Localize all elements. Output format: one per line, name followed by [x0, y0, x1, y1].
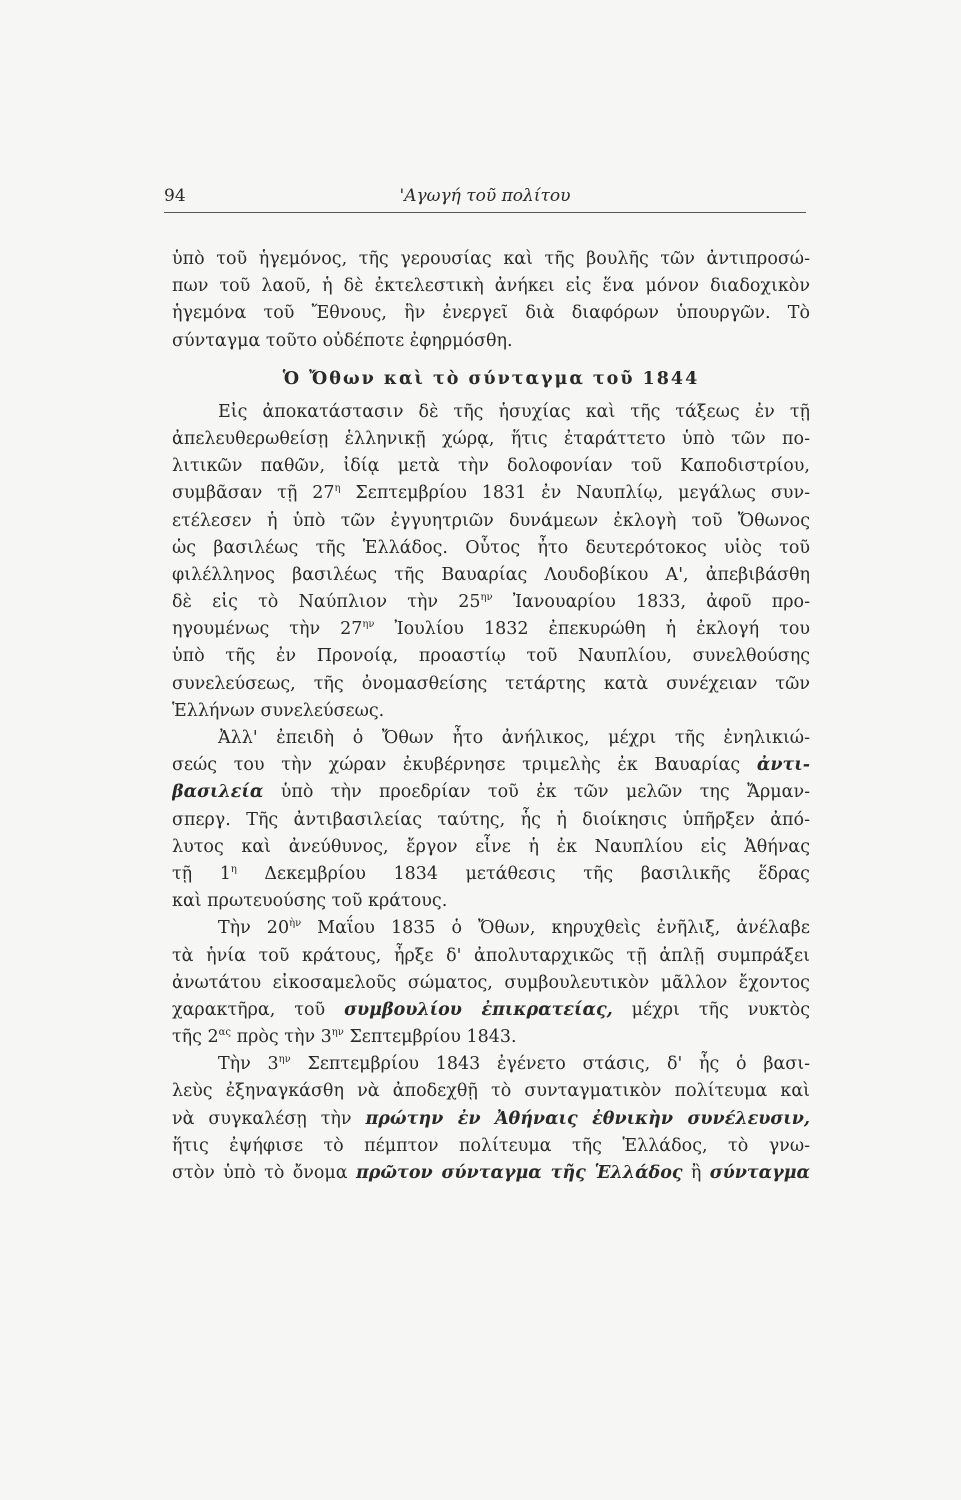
ordinal-superscript: ας	[218, 1027, 232, 1039]
text-run: λυτος καὶ ἀνεύθυνος, ἔργον εἶνε ἡ ἐκ Ναυπλίου εἰς Ἀθήνας	[172, 836, 810, 857]
text-run: λεὺς ἐξηναγκάσθη νὰ ἀποδεχθῇ τὸ συνταγματικὸν πολίτευμα καὶ	[172, 1081, 810, 1102]
text-run: συνελεύσεως, τῆς ὀνομασθείσης τετάρτης κατὰ συνέχειαν τῶν	[172, 673, 810, 694]
text-run: ἀπελευθερωθείσῃ ἑλληνικῇ χώρᾳ, ἥτις ἐταράττετο ὑπὸ τῶν πο-	[172, 428, 810, 449]
text-run: νὰ συγκαλέσῃ τὴν	[172, 1108, 366, 1129]
text-run: Τὴν 20	[218, 918, 290, 939]
text-line	[172, 535, 810, 562]
text-run: Ἀλλ' ἐπειδὴ ὁ Ὄθων ἦτο ἀνήλικος, μέχρι τῆς ἐνηλικιώ-	[218, 728, 810, 748]
ordinal-superscript: ην	[331, 1027, 344, 1039]
text-line	[172, 399, 810, 426]
text-run: ὑπὸ τὴν προεδρίαν τοῦ ἐκ τῶν μελῶν της Ἄρμαν-	[263, 782, 810, 803]
ordinal-superscript: ην	[362, 619, 375, 631]
text-run: τῇ 1	[172, 863, 231, 884]
text-run: ἥτις ἐψήφισε τὸ πέμπτον πολίτευμα τῆς Ἑλλάδος, τὸ γνω-	[172, 1135, 810, 1156]
text-line	[172, 861, 810, 888]
text-run: σύνταγμα τοῦτο οὐδέποτε ἐφηρμόσθη.	[172, 330, 513, 351]
ordinal-superscript: ὴν	[289, 918, 302, 930]
text-run: ὡς βασιλέως τῆς Ἑλλάδος. Οὗτος ἦτο δευτερότοκος υἱὸς τοῦ	[172, 537, 810, 558]
ordinal-superscript: η	[230, 864, 237, 876]
text-line	[172, 643, 810, 670]
text-run: Ἑλλήνων συνελεύσεως.	[172, 700, 385, 721]
text-run: τὰ ἡνία τοῦ κράτους, ἦρξε δ' ἀπολυταρχικῶς τῇ ἁπλῇ συμπράξει	[172, 945, 810, 966]
text-line	[172, 328, 810, 355]
section-heading: Ὁ Ὄθων καὶ τὸ σύνταγμα τοῦ 1844	[282, 368, 700, 389]
ordinal-superscript: ην	[278, 1054, 291, 1066]
text-run: σεώς του τὴν χώραν ἐκυβέρνησε τριμελὴς ἐκ Βαυαρίας	[172, 755, 757, 776]
text-line	[172, 246, 810, 273]
text-line	[172, 888, 810, 915]
emphasis-text: πρώτην ἐν Ἀθήναις ἐθνικὴν συνέλευσιν,	[365, 1108, 810, 1129]
emphasis-text: συμβουλίου ἐπικρατείας,	[344, 999, 613, 1020]
text-run: ὑπὸ τῆς ἐν Προνοίᾳ, προαστίῳ τοῦ Ναυπλίου, συνελθούσης	[172, 646, 810, 667]
text-line	[172, 589, 810, 616]
page-number: 94	[164, 186, 186, 206]
text-line	[172, 1078, 810, 1105]
text-run: στὸν ὑπὸ τὸ ὄνομα	[172, 1163, 356, 1183]
text-run: ἀνωτάτου εἰκοσαμελοῦς σώματος, συμβουλευτικὸν μᾶλλον ἔχοντος	[172, 972, 810, 993]
text-line	[172, 1106, 810, 1133]
text-run: πρὸς τὴν 3	[231, 1027, 332, 1048]
text-line	[172, 725, 810, 752]
text-line	[172, 426, 810, 453]
text-line	[172, 1051, 810, 1078]
text-line	[172, 834, 810, 861]
text-run: Ἰανουαρίου 1833, ἀφοῦ προ-	[492, 592, 810, 613]
text-line	[172, 508, 810, 535]
text-line	[172, 915, 810, 942]
text-line	[172, 562, 810, 589]
text-line	[172, 943, 810, 970]
text-run: Μαΐου 1835 ὁ Ὄθων, κηρυχθεὶς ἐνῆλιξ, ἀνέλαβε	[301, 918, 810, 939]
text-line	[172, 997, 810, 1024]
text-run: ηγουμένως τὴν 27	[172, 619, 363, 640]
text-run: χαρακτῆρα, τοῦ	[172, 999, 345, 1020]
text-line	[172, 300, 810, 327]
text-run: ἢ	[682, 1163, 710, 1183]
text-line	[172, 698, 810, 725]
text-line	[172, 671, 810, 698]
text-run: Σεπτεμβρίου 1843 ἐγένετο στάσις, δ' ἧς ὁ βασι-	[290, 1054, 810, 1075]
running-title: 'Αγωγή τοῦ πολίτου	[399, 186, 571, 206]
text-run: Δεκεμβρίου 1834 μετάθεσις τῆς βασιλικῆς ἕδρας	[236, 863, 810, 884]
text-run: ετέλεσεν ἡ ὑπὸ τῶν ἐγγυητριῶν δυνάμεων ἐκλογὴ τοῦ Ὄθωνος	[172, 510, 810, 531]
emphasis-text: ἀντι-	[756, 755, 810, 776]
text-run: σπεργ. Τῆς ἀντιβασιλείας ταύτης, ἧς ἡ διοίκησις ὑπῆρξεν ἀπό-	[172, 809, 810, 830]
text-line	[172, 1133, 810, 1160]
text-run: Σεπτεμβρίου 1831 ἐν Ναυπλίῳ, μεγάλως συν-	[340, 483, 810, 504]
text-line	[172, 970, 810, 997]
text-run: μέχρι τῆς νυκτὸς	[612, 999, 810, 1020]
text-run: λιτικῶν παθῶν, ἰδίᾳ μετὰ τὴν δολοφονίαν τοῦ Καποδιστρίου,	[172, 456, 810, 477]
text-run: ὑπὸ τοῦ ἡγεμόνος, τῆς γερουσίας καὶ τῆς βουλῆς τῶν ἀντιπροσώ-	[172, 249, 810, 269]
text-line	[172, 807, 810, 834]
text-line	[172, 480, 810, 507]
text-run: Εἰς ἀποκατάστασιν δὲ τῆς ἡσυχίας καὶ τῆς τάξεως ἐν τῇ	[218, 401, 810, 422]
text-run: τῆς 2	[172, 1027, 219, 1048]
text-line	[172, 616, 810, 643]
text-run: πων τοῦ λαοῦ, ἡ δὲ ἐκτελεστικὴ ἀνήκει εἰς ἕνα μόνον διαδοχικὸν	[172, 276, 810, 297]
ordinal-superscript: η	[334, 483, 341, 495]
page-header	[164, 186, 806, 213]
text-line	[172, 752, 810, 779]
text-line	[172, 779, 810, 806]
emphasis-text: πρῶτον σύνταγμα τῆς Ἑλλάδος	[355, 1163, 683, 1183]
page-body	[172, 246, 810, 1187]
text-run: ἡγεμόνα τοῦ Ἔθνους, ἣν ἐνεργεῖ διὰ διαφόρων ὑπουργῶν. Τὸ	[172, 303, 810, 324]
ordinal-superscript: ην	[480, 592, 493, 604]
text-line	[172, 1024, 810, 1051]
text-run: Ἰουλίου 1832 ἐπεκυρώθη ἡ ἐκλογή του	[374, 619, 810, 640]
emphasis-text: βασιλεία	[172, 782, 264, 803]
text-run: δὲ εἰς τὸ Ναύπλιον τὴν 25	[172, 592, 481, 613]
text-line	[172, 1160, 810, 1187]
text-line	[172, 273, 810, 300]
text-run: Σεπτεμβρίου 1843.	[343, 1027, 517, 1048]
text-run: Τὴν 3	[218, 1054, 279, 1075]
text-run: συμβᾶσαν τῇ 27	[172, 483, 335, 504]
text-run: καὶ πρωτευούσης τοῦ κράτους.	[172, 891, 448, 912]
text-run: φιλέλληνος βασιλέως τῆς Βαυαρίας Λουδοβίκου Α', ἀπεβιβάσθη	[172, 564, 810, 585]
emphasis-text: σύνταγμα	[709, 1163, 810, 1183]
text-line	[172, 453, 810, 480]
